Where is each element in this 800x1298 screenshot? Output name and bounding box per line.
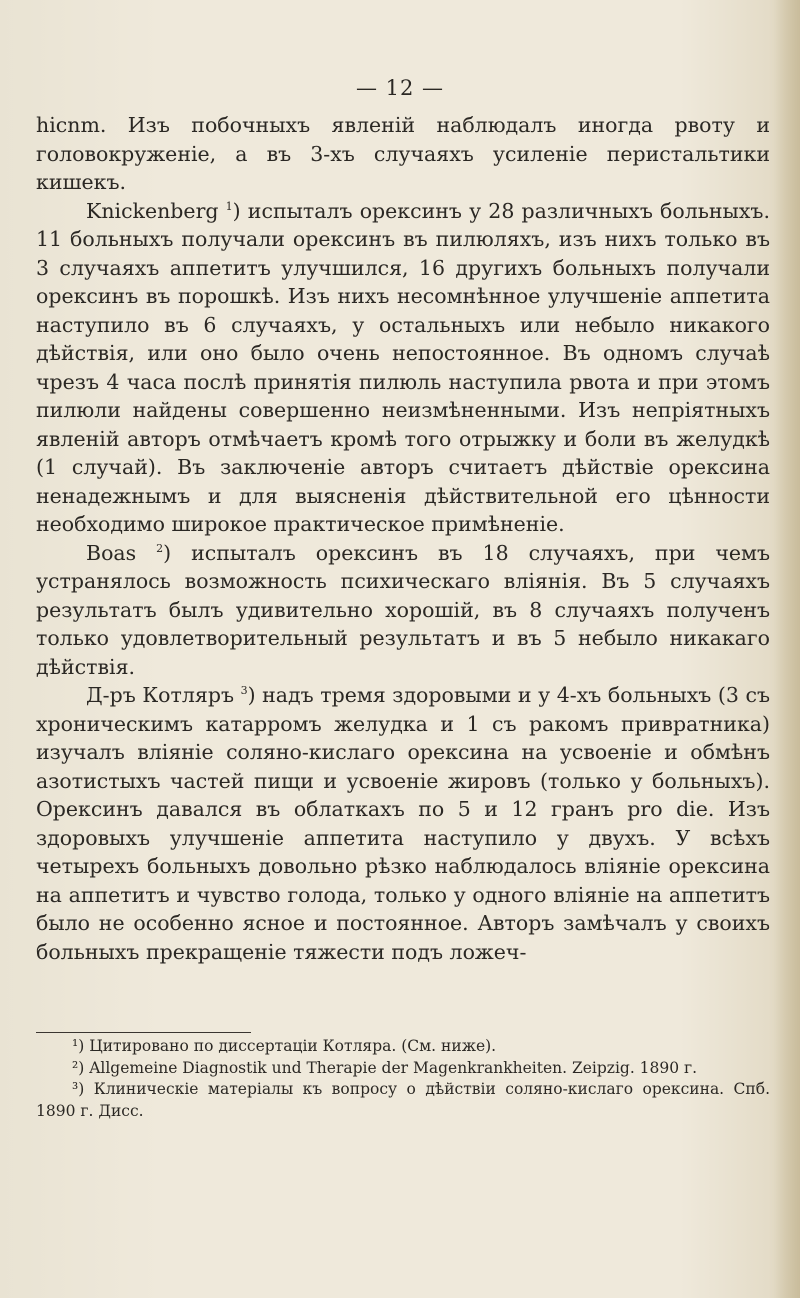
author-name: Д-ръ Котляръ <box>86 683 234 707</box>
paragraph-2 <box>36 197 770 539</box>
author-name: Knickenberg <box>86 198 219 223</box>
footnote-3: ³) Клиническіе матеріалы къ вопросу о дѣйствіи соляно-кислаго орексина. Спб. 1890 г. Дисс. <box>36 1080 770 1120</box>
paragraph-3 <box>36 539 770 682</box>
footnote-ref: 3 <box>240 684 248 698</box>
paragraph-text: hicnm. Изъ побочныхъ явленій наблюдалъ иногда рвоту и головокруженіе, а въ 3-хъ случаяхъ усиленіе перистальтики кишекъ. <box>36 113 770 194</box>
footnote-ref: 1 <box>225 199 233 213</box>
footnote-2: ²) Allgemeine Diagnostik und Therapie der Magenkrankheiten. Zeipzig. 1890 г. <box>72 1058 698 1077</box>
paragraph-text: ) надъ тремя здоровыми и у 4-хъ больныхъ (3 съ хроническимъ катарромъ желудка и 1 съ ракомъ привратника) изучалъ вліяніе солянo-кислаго орексина на усвоеніе и обмѣнъ азотистыхъ частей пищи и усвоеніе жировъ (только у больныхъ). Орексинъ давался въ облаткахъ по 5 и 12 гранъ pro die. Изъ здоровыхъ улучшеніе аппетита наступило у двухъ. У всѣхъ четырехъ больныхъ довольно рѣзко наблюдалось вліяніе орексина на аппетитъ и чувство голода, только у одного вліяніе на аппетитъ было не особенно ясное и постоянное. Авторъ замѣчалъ у своихъ больныхъ прекращеніе тяжести подъ ложеч- <box>36 683 770 964</box>
footnote-ref: 2 <box>156 541 164 555</box>
paragraph-1 <box>36 111 770 197</box>
author-name: Boas <box>86 540 137 565</box>
paragraph-text: ) испыталъ орексинъ въ 18 случаяхъ, при чемъ устранялось возможность психическаго вліянія. Въ 5 случаяхъ результатъ былъ удивительно хорошій, въ 8 случаяхъ полученъ только удовлетворительный результатъ и въ 5 небыло никакаго дѣйствія. <box>36 540 770 679</box>
paragraph-4 <box>36 681 770 966</box>
paragraph-text: ) испыталъ орексинъ у 28 различныхъ больныхъ. 11 больныхъ получали орексинъ въ пилюляхъ, изъ нихъ только въ 3 случаяхъ аппетитъ улучшился, 16 другихъ больныхъ получали орексинъ въ порошкѣ. Изъ нихъ несомнѣнное улучшеніе аппетита наступило въ 6 случаяхъ, у остальныхъ или небыло никакого дѣйствія, или оно было очень непостоянное. Въ одномъ случаѣ чрезъ 4 часа послѣ принятія пилюль наступила рвота и при этомъ пилюли найдены совершенно неизмѣненными. Изъ непріятныхъ явленій авторъ отмѣчаетъ кромѣ того отрыжку и боли въ желудкѣ (1 случай). Въ заключеніе авторъ считаетъ дѣйствіе орексина ненадежнымъ и для выясненія дѣйствительной его цѣнности необходимо широкое практическое примѣненіе. <box>36 198 770 536</box>
footnote-1: ¹) Цитировано по диссертаціи Котляра. (См. ниже). <box>72 1037 497 1055</box>
footnotes <box>36 1036 770 1122</box>
page-number: — 12 — <box>355 76 445 100</box>
main-text <box>36 111 770 966</box>
footnote-divider <box>36 1032 251 1033</box>
page-edge-shadow <box>774 0 800 1298</box>
